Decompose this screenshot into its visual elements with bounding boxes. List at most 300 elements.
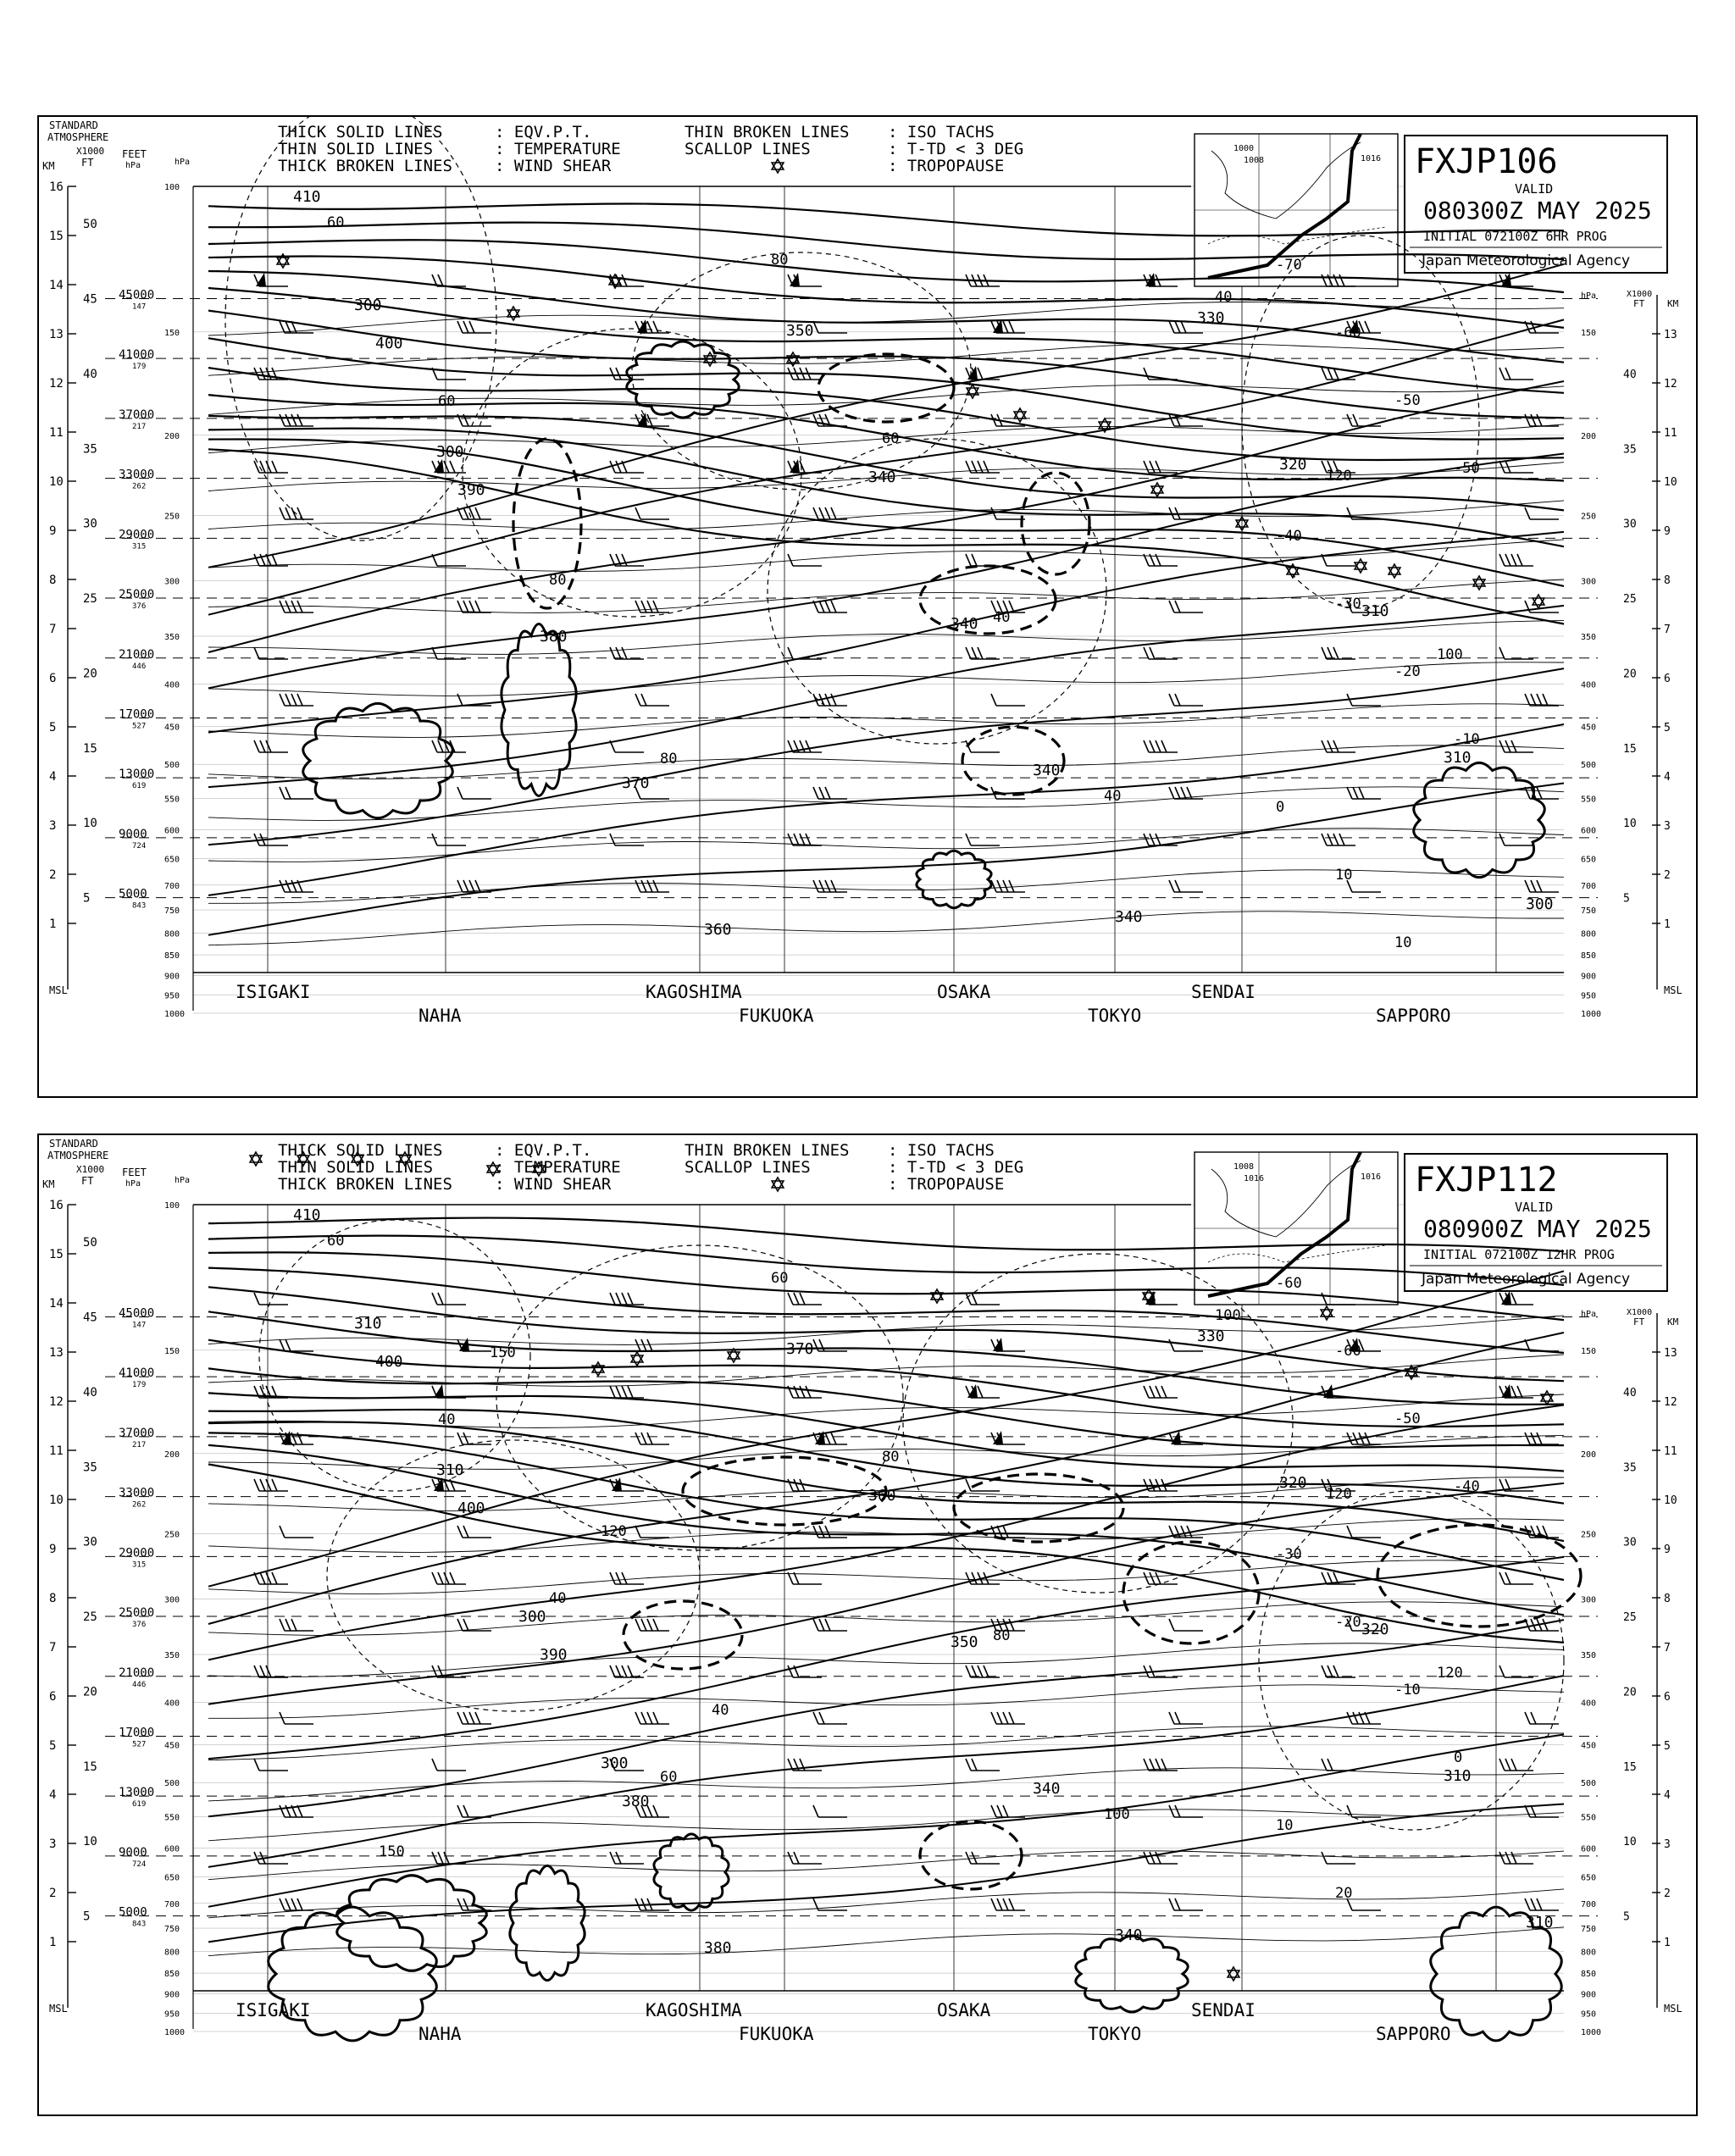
km-tick-label: 12	[49, 1395, 64, 1409]
station-label: SENDAI	[1191, 2000, 1256, 2020]
wind-barb	[1525, 787, 1559, 799]
kft-tick-label-right: 35	[1623, 1461, 1637, 1475]
hpa-tick-label: 700	[164, 1899, 180, 1909]
wind-barb	[1322, 834, 1355, 845]
temperature-line	[208, 829, 1564, 862]
temperature-label: -20	[1335, 1614, 1361, 1631]
wind-barb	[254, 1665, 288, 1677]
theta-e-label: 410	[293, 1206, 321, 1224]
station-label: ISIGAKI	[236, 982, 311, 1002]
theta-e-label: 300	[436, 443, 464, 461]
feet-tick-label: 21000	[119, 647, 155, 662]
standard-atmosphere-label: STANDARD	[49, 119, 98, 131]
wind-barb	[1144, 647, 1178, 659]
kft-tick-label-right: 35	[1623, 443, 1637, 457]
wind-barb	[813, 1526, 847, 1538]
kft-tick-label: 45	[83, 292, 97, 307]
hpa-tick-label-right: 900	[1581, 1990, 1597, 2000]
hpa-tick-label-right: 550	[1581, 795, 1597, 805]
kft-tick-label-right: 15	[1623, 742, 1637, 756]
feet-tick-label: 45000	[119, 1306, 155, 1321]
km-tick-label: 16	[49, 1199, 64, 1212]
agency-name: Japan Meteorological Agency	[1422, 1271, 1631, 1288]
hpa-tick-label: 150	[164, 328, 180, 338]
hpa-tick-label-right: 750	[1581, 1925, 1597, 1935]
wind-barb	[966, 1293, 1000, 1305]
wind-barb	[635, 1433, 669, 1444]
km-tick-label: 14	[49, 1297, 64, 1311]
feet-axis-title: FEET	[122, 1167, 147, 1178]
legend-thick-broken: THICK BROKEN LINES	[278, 157, 452, 175]
station-label: FUKUOKA	[739, 2024, 814, 2044]
theta-e-label: 370	[622, 774, 650, 792]
station-label: SAPPORO	[1376, 2024, 1451, 2044]
feet-tick-hpa: 179	[132, 1381, 147, 1390]
hpa-tick-label: 650	[164, 855, 180, 865]
hpa-tick-label: 200	[164, 431, 180, 441]
kft-tick-label-right: 5	[1623, 1910, 1630, 1924]
hpa-tick-label-right: 250	[1581, 512, 1597, 522]
ft-axis-title: FT	[81, 1175, 94, 1187]
tropopause-star	[250, 1152, 262, 1166]
isotach-label: 80	[993, 1627, 1011, 1644]
hpa-tick-label: 350	[164, 1651, 180, 1661]
theta-e-label: 320	[1279, 1474, 1307, 1492]
hpa-tick-label-right: 300	[1581, 577, 1597, 587]
theta-e-line	[208, 1422, 1564, 1541]
theta-e-label: 340	[1115, 1926, 1143, 1944]
wind-barb	[966, 1759, 1000, 1771]
km-tick-label: 6	[49, 672, 57, 685]
hpa-tick-label-right: 450	[1581, 723, 1597, 733]
initial-time: INITIAL 072100Z 6HR PROG	[1423, 229, 1607, 244]
hpa-tick-label: 800	[164, 929, 180, 939]
temperature-label: 10	[1394, 934, 1412, 951]
theta-e-label: 340	[1033, 1780, 1061, 1798]
wind-barb	[788, 1293, 822, 1305]
feet-tick-hpa: 217	[132, 1440, 147, 1449]
feet-hpa-title: hPa	[125, 1179, 141, 1189]
moist-scallop-area	[303, 703, 453, 818]
hpa-tick-label-right: 800	[1581, 1948, 1597, 1958]
wind-barb	[1347, 787, 1381, 799]
km-tick-label-right: 5	[1664, 1740, 1671, 1753]
wind-barb	[635, 1712, 669, 1724]
wind-barb	[457, 1526, 491, 1538]
km-tick-label: 6	[49, 1690, 57, 1704]
hpa-tick-label: 850	[164, 1970, 180, 1980]
isotach-label: 40	[549, 1590, 567, 1607]
chart-code: FXJP112	[1415, 1161, 1558, 1200]
moist-scallop-area	[337, 1876, 487, 1971]
cross-section-chart	[39, 1135, 1699, 2118]
cross-section-panel-fxjp112	[37, 1133, 1698, 2116]
station-label: SENDAI	[1191, 982, 1256, 1002]
km-tick-label-right: 10	[1664, 1494, 1677, 1507]
theta-e-label: 350	[951, 1633, 978, 1651]
hpa-tick-label-right: 1000	[1581, 1010, 1602, 1019]
tropopause-star	[1355, 559, 1366, 573]
station-label: NAHA	[419, 2024, 462, 2044]
hpa-tick-label-right: 500	[1581, 761, 1597, 771]
km-tick-label: 3	[49, 1837, 57, 1851]
temperature-label: -40	[1276, 528, 1302, 545]
line-field	[208, 1218, 1581, 1956]
kft-tick-label: 30	[83, 1535, 97, 1549]
isotach-label: 80	[549, 572, 567, 589]
kft-tick-label: 35	[83, 442, 97, 457]
theta-e-label: 340	[868, 468, 896, 486]
feet-tick-label: 25000	[119, 588, 155, 602]
isotach-label: 120	[1326, 1486, 1352, 1503]
km-tick-label: 1	[49, 917, 57, 931]
wind-barb	[635, 1339, 669, 1351]
temperature-line	[208, 1643, 1564, 1677]
theta-e-line	[208, 1804, 1564, 1943]
isotach-line	[1242, 236, 1479, 608]
theta-e-label: 380	[540, 628, 568, 646]
hpa-tick-label: 350	[164, 633, 180, 643]
hpa-tick-label-right: 500	[1581, 1779, 1597, 1789]
feet-tick-label: 5000	[119, 887, 147, 901]
isotach-label: 60	[327, 1233, 345, 1250]
hpa-tick-label-right: 200	[1581, 1449, 1597, 1460]
hpa-tick-label: 950	[164, 2009, 180, 2020]
legend-thin-solid: THIN SOLID LINES	[278, 1158, 434, 1177]
km-tick-label: 13	[49, 328, 64, 341]
km-tick-label: 7	[49, 1641, 57, 1654]
temperature-line	[208, 745, 1564, 779]
wind-pennant	[434, 1384, 444, 1398]
isotach-label: 100	[1104, 1806, 1130, 1823]
wind-barb	[991, 880, 1025, 892]
km-tick-label: 9	[49, 524, 57, 538]
feet-tick-label: 41000	[119, 348, 155, 363]
kft-tick-label: 5	[83, 1909, 91, 1924]
wind-barb	[280, 414, 313, 426]
km-tick-label-right: 7	[1664, 624, 1671, 636]
km-tick-label-right: 6	[1664, 1691, 1671, 1704]
inset-isobar-label: 1008	[1233, 1162, 1255, 1172]
agency-name: Japan Meteorological Agency	[1422, 252, 1631, 269]
theta-e-label: 370	[786, 1340, 814, 1358]
hpa-tick-label-right: 650	[1581, 1873, 1597, 1883]
wind-barb	[1169, 1619, 1203, 1631]
kft-tick-label: 25	[83, 1610, 97, 1625]
theta-e-label: 340	[951, 615, 978, 633]
wind-barb	[457, 1619, 491, 1631]
wind-barb	[1169, 1805, 1203, 1817]
hpa-tick-label-right: 350	[1581, 633, 1597, 643]
hpa-tick-label: 700	[164, 881, 180, 891]
feet-tick-label: 9000	[119, 827, 147, 841]
wind-pennant	[256, 273, 266, 286]
hpa-tick-label: 300	[164, 1595, 180, 1605]
km-tick-label: 5	[49, 1739, 57, 1753]
station-label: KAGOSHIMA	[646, 982, 742, 1002]
x1000-label-right: X1000	[1627, 1308, 1653, 1317]
kft-tick-label: 20	[83, 1685, 97, 1699]
temperature-label: -10	[1394, 1682, 1421, 1699]
km-tick-label: 10	[49, 475, 64, 489]
hpa-tick-label-right: 400	[1581, 680, 1597, 690]
theta-e-label: 390	[540, 1646, 568, 1664]
wind-barb	[813, 880, 847, 892]
feet-tick-hpa: 619	[132, 782, 147, 791]
theta-e-label: 300	[601, 1754, 629, 1772]
wind-barb	[991, 1898, 1025, 1910]
theta-e-label: 310	[1444, 749, 1472, 767]
hpa-tick-label: 750	[164, 906, 180, 917]
legend-thick-solid: THICK SOLID LINES	[278, 123, 443, 141]
temperature-line	[208, 662, 1564, 696]
temperature-line	[208, 501, 1564, 529]
feet-tick-hpa: 724	[132, 1859, 147, 1869]
km-tick-label: 15	[49, 230, 64, 243]
isotach-label: 60	[882, 430, 900, 447]
wind-barb	[1499, 554, 1533, 566]
theta-e-label: 300	[518, 1608, 546, 1626]
hpa-tick-label-right: 900	[1581, 972, 1597, 982]
legend-thick-broken-value: : WIND SHEAR	[495, 1175, 612, 1194]
ft-axis-title-right: FT	[1633, 298, 1645, 309]
x1000-label-right: X1000	[1627, 290, 1653, 299]
wind-barb	[635, 880, 669, 892]
hpa-tick-label: 600	[164, 1844, 180, 1854]
wind-barb	[457, 601, 491, 612]
km-tick-label-right: 3	[1664, 820, 1671, 833]
isotach-label: 80	[771, 252, 789, 269]
wind-barb	[635, 507, 669, 519]
legend-tropopause-value: : TROPOPAUSE	[888, 1175, 1005, 1194]
legend-thick-broken: THICK BROKEN LINES	[278, 1175, 452, 1194]
theta-e-line	[208, 724, 1564, 895]
wind-barb	[1499, 368, 1533, 380]
isotach-label: 60	[660, 1769, 678, 1786]
feet-tick-hpa: 179	[132, 363, 147, 372]
feet-tick-label: 21000	[119, 1665, 155, 1680]
wind-barbs	[254, 273, 1559, 892]
temperature-line	[208, 343, 1564, 375]
km-tick-label: 1	[49, 1936, 57, 1949]
wind-barb	[254, 1759, 288, 1771]
tropopause-star	[1541, 1391, 1553, 1405]
wind-barb	[788, 1665, 822, 1677]
kft-tick-label-right: 40	[1623, 1386, 1637, 1399]
feet-tick-hpa: 147	[132, 1321, 147, 1330]
hpa-axis-title-right: hPa	[1581, 1310, 1597, 1319]
isotach-label: 60	[438, 393, 456, 410]
wind-barb	[1525, 1712, 1559, 1724]
wind-barb	[610, 1386, 644, 1398]
tropopause-star	[931, 1289, 943, 1303]
hpa-tick-label-right: 350	[1581, 1651, 1597, 1661]
temperature-label: 10	[1335, 867, 1353, 884]
wind-shear-line	[962, 727, 1064, 795]
wind-barb	[457, 1805, 491, 1817]
kft-tick-label: 35	[83, 1460, 97, 1475]
wind-barb	[635, 694, 669, 706]
hpa-tick-label-right: 700	[1581, 1899, 1597, 1909]
legend-thin-broken: THIN BROKEN LINES	[685, 123, 850, 141]
cross-section-chart	[39, 117, 1699, 1100]
km-tick-label-right: 12	[1664, 1396, 1677, 1409]
isotach-label: 60	[327, 214, 345, 231]
theta-e-label: 310	[1444, 1767, 1472, 1785]
legend-scallop: SCALLOP LINES	[685, 1158, 811, 1177]
feet-tick-hpa: 446	[132, 1680, 147, 1689]
wind-barb	[788, 554, 822, 566]
temperature-label: 10	[1276, 1817, 1294, 1834]
kft-tick-label: 30	[83, 517, 97, 531]
feet-tick-hpa: 376	[132, 602, 147, 612]
feet-tick-label: 29000	[119, 1546, 155, 1560]
wind-barb	[966, 1479, 1000, 1491]
hpa-tick-label: 100	[164, 1201, 180, 1211]
km-tick-label: 8	[49, 1592, 57, 1605]
wind-barb	[966, 647, 1000, 659]
legend-scallop-value: : T-TD < 3 DEG	[888, 1158, 1024, 1177]
legend-thin-solid: THIN SOLID LINES	[278, 140, 434, 158]
hpa-tick-label-right: 300	[1581, 1595, 1597, 1605]
tropopause-star	[1228, 1967, 1239, 1981]
feet-tick-label: 29000	[119, 528, 155, 542]
hpa-tick-label-right: 150	[1581, 328, 1597, 338]
hpa-tick-label-right: 950	[1581, 991, 1597, 1001]
wind-barb	[1169, 880, 1203, 892]
km-tick-label-right: 13	[1664, 329, 1677, 341]
legend-thick-solid: THICK SOLID LINES	[278, 1141, 443, 1160]
kft-tick-label: 20	[83, 667, 97, 681]
theta-e-label: 330	[1197, 1327, 1225, 1345]
kft-tick-label: 40	[83, 367, 97, 381]
hpa-tick-label: 500	[164, 1779, 180, 1789]
ft-axis-title-right: FT	[1633, 1316, 1645, 1327]
km-tick-label-right: 2	[1664, 869, 1671, 882]
isotach-label: 40	[993, 609, 1011, 626]
kft-tick-label: 40	[83, 1385, 97, 1399]
isotach-label: 150	[379, 1843, 405, 1860]
hpa-tick-label: 150	[164, 1346, 180, 1356]
kft-tick-label-right: 30	[1623, 518, 1637, 531]
feet-tick-hpa: 262	[132, 482, 147, 491]
wind-barb	[635, 1526, 669, 1538]
moist-scallop-area	[269, 1907, 437, 2041]
wind-barb	[280, 1339, 313, 1351]
wind-barb	[966, 834, 1000, 845]
theta-e-label: 360	[868, 1487, 896, 1505]
hpa-tick-label: 550	[164, 795, 180, 805]
km-tick-label: 7	[49, 623, 57, 636]
hpa-axis-title-right: hPa	[1581, 291, 1597, 301]
theta-e-label: 310	[354, 1315, 382, 1333]
feet-axis-title: FEET	[122, 148, 147, 160]
kft-tick-label: 50	[83, 218, 97, 232]
tropopause-star	[967, 385, 978, 398]
wind-barb	[1322, 1759, 1355, 1771]
feet-tick-hpa: 843	[132, 1920, 147, 1929]
wind-barb	[457, 1712, 491, 1724]
wind-barb	[254, 1479, 288, 1491]
hpa-tick-label-right: 750	[1581, 906, 1597, 917]
hpa-tick-label: 1000	[164, 1010, 186, 1019]
hpa-tick-label: 650	[164, 1873, 180, 1883]
hpa-tick-label: 900	[164, 972, 180, 982]
wind-barb	[1169, 1712, 1203, 1724]
wind-barb	[254, 554, 288, 566]
hpa-tick-label: 100	[164, 183, 180, 192]
km-tick-label: 15	[49, 1248, 64, 1261]
wind-barb	[813, 1339, 847, 1351]
wind-barb	[1525, 1619, 1559, 1631]
temperature-label: 20	[1335, 1885, 1353, 1902]
theta-e-line	[208, 784, 1564, 935]
inset-isobar-label: 1008	[1244, 156, 1265, 165]
wind-barb	[1144, 1386, 1178, 1398]
kft-tick-label: 5	[83, 891, 91, 906]
theta-e-label: 300	[354, 297, 382, 314]
msl-label-right: MSL	[1664, 2003, 1682, 2015]
legend-thick-solid-value: : EQV.P.T.	[495, 1141, 592, 1160]
theta-e-label: 330	[1197, 309, 1225, 327]
inset-isobar-label: 1016	[1361, 1172, 1382, 1182]
wind-barb	[432, 1759, 466, 1771]
moist-scallop-area	[1414, 762, 1545, 877]
temperature-label: -60	[1335, 1343, 1361, 1360]
wind-barb	[254, 647, 288, 659]
legend-tropopause-value: : TROPOPAUSE	[888, 157, 1005, 175]
isotach-label: 80	[882, 1449, 900, 1466]
wind-barb	[813, 507, 847, 519]
wind-barb	[1499, 647, 1533, 659]
isotach-label: 40	[712, 1702, 729, 1719]
km-tick-label: 14	[49, 279, 64, 292]
legend-thin-solid-value: : TEMPERATURE	[495, 1158, 621, 1177]
km-tick-label: 12	[49, 377, 64, 391]
km-tick-label: 11	[49, 426, 64, 440]
feet-tick-label: 37000	[119, 1426, 155, 1440]
feet-tick-hpa: 262	[132, 1500, 147, 1510]
wind-barb	[1525, 414, 1559, 426]
hpa-tick-label: 250	[164, 1530, 180, 1540]
tropopause-star	[631, 1352, 643, 1366]
wind-barb	[813, 1712, 847, 1724]
hpa-tick-label-right: 600	[1581, 1844, 1597, 1854]
feet-hpa-title: hPa	[125, 161, 141, 170]
isotach-label: 150	[490, 1344, 516, 1361]
wind-shear-line	[624, 1601, 742, 1669]
station-label: OSAKA	[937, 2000, 991, 2020]
x1000-label: X1000	[76, 146, 105, 157]
moist-scallop-area	[654, 1834, 729, 1910]
km-tick-label-right: 4	[1664, 1789, 1671, 1802]
wind-barb	[1499, 1665, 1533, 1677]
wind-barb	[280, 1526, 313, 1538]
feet-tick-hpa: 619	[132, 1800, 147, 1810]
hpa-tick-label-right: 200	[1581, 431, 1597, 441]
station-label: OSAKA	[937, 982, 991, 1002]
km-tick-label-right: 5	[1664, 722, 1671, 734]
theta-e-label: 310	[1361, 602, 1389, 620]
hpa-tick-label-right: 850	[1581, 951, 1597, 962]
station-label: NAHA	[419, 1006, 462, 1026]
wind-barb	[280, 601, 313, 612]
theta-e-label: 380	[622, 1793, 650, 1810]
temperature-label: -20	[1394, 663, 1421, 680]
valid-time: 080900Z MAY 2025	[1423, 1215, 1652, 1243]
wind-barb	[813, 1619, 847, 1631]
ft-axis-title: FT	[81, 157, 94, 169]
